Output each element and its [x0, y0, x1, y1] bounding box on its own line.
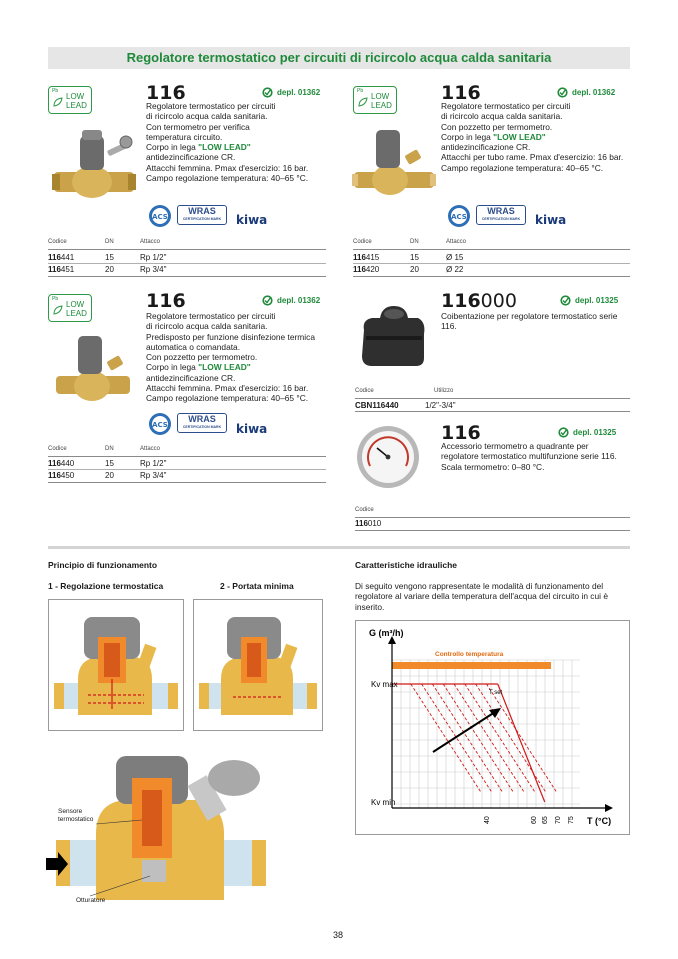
divider — [353, 249, 630, 250]
x-tick-label: 65 — [542, 816, 549, 824]
regulation-dash — [432, 684, 502, 792]
hydraulic-chart — [355, 620, 630, 835]
product-description: Regolatore termostatico per circuiti di ricircolo acqua calda sanitaria. Con pozzetto per termometro. Corpo in lega "LOW LEAD" antidezincificazione CR. Attacchi per tubo rame. Pmax d'esercizio: 16 bar. Campo regolazione temperatura: 40–65 °C. — [441, 101, 624, 173]
table-cell-attacco: Rp 1/2" — [140, 253, 167, 262]
acs-logo-icon — [447, 204, 471, 228]
x-tick-labels — [484, 816, 575, 824]
divider — [48, 469, 326, 470]
product-description: Regolatore termostatico per circuiti di ricircolo acqua calda sanitaria. Predisposto per funzione disinfezione termica automatica o comandata. Con pozzetto per termometro. Corpo in lega "LOW LEAD" antidezincificazione CR. Attacchi femmina. Pmax d'esercizio: 16 bar. Campo regolazione temperatura: 40–65 °C. — [146, 311, 315, 404]
valve-cutaway-diagram — [46, 750, 286, 910]
table-header-codice: Codice — [355, 388, 374, 394]
low-lead-badge — [48, 294, 92, 322]
table-header-dn: DN — [105, 446, 114, 452]
table-cell-dn: 15 — [105, 459, 114, 468]
depl-label: depl. 01362 — [262, 87, 320, 98]
table-cell-dn: 15 — [105, 253, 114, 262]
valve-116-copper-image — [352, 122, 438, 202]
x-axis-label: T (°C) — [587, 816, 612, 826]
acs-text: ACS — [451, 213, 467, 221]
principle-title: Principio di funzionamento — [48, 560, 158, 570]
table-header-attacco: Attacco — [140, 239, 161, 245]
table-header-utilizzo: Utilizzo — [434, 388, 454, 394]
table-cell-dn: 20 — [410, 265, 419, 274]
table-header-attacco: Attacco — [446, 239, 467, 245]
regulation-dash — [486, 684, 556, 792]
acs-text: ACS — [152, 421, 168, 429]
low-lead-badge — [353, 86, 397, 114]
table-header-codice: Codice — [48, 446, 67, 452]
hydraulic-description: Di seguito vengono rappresentate le modalità di funzionamento del regolatore al variare della temperatura dell'acqua del circuito in cui è inserito. — [355, 581, 608, 612]
table-row: 116441 — [48, 253, 75, 262]
table-cell-attacco: Ø 15 — [446, 253, 464, 262]
kv-min-label: Kv min — [371, 798, 396, 807]
product-description: Coibentazione per regolatore termostatico serie 116. — [441, 311, 618, 332]
x-tick-label: 40 — [484, 816, 491, 824]
divider — [48, 263, 326, 264]
x-tick-label: 75 — [568, 816, 575, 824]
table-cell-dn: 20 — [105, 265, 114, 274]
section-separator — [48, 546, 630, 549]
kv-max-label: Kv max — [371, 680, 398, 689]
divider — [48, 249, 326, 250]
low-lead-text: LOW LEAD — [371, 92, 392, 110]
depl-label: depl. 01325 — [558, 427, 616, 438]
divider — [353, 276, 630, 277]
divider — [355, 398, 630, 399]
table-header-codice: Codice — [48, 239, 67, 245]
pb-label: Pb — [52, 296, 59, 302]
divider — [48, 482, 326, 483]
table-cell-dn: 15 — [410, 253, 419, 262]
table-row: CBN116440 — [355, 401, 399, 410]
acs-logo-icon — [148, 412, 172, 436]
figure-2-caption: 2 - Portata minima — [220, 581, 294, 591]
table-row: 116451 — [48, 265, 75, 274]
low-lead-text: LOW LEAD — [66, 92, 87, 110]
insulation-shell-image — [358, 300, 428, 372]
table-row: 116420 — [353, 265, 380, 274]
kiwa-logo: kiwa — [236, 422, 268, 436]
valve-116-disinfection-image — [54, 328, 134, 408]
leaf-icon — [53, 97, 63, 107]
low-lead-text: LOW LEAD — [66, 300, 87, 318]
table-cell-attacco: Rp 1/2" — [140, 459, 167, 468]
product-code: 116000 — [441, 290, 517, 312]
table-cell-utilizzo: 1/2"-3/4" — [425, 401, 456, 410]
acs-logo-icon — [148, 204, 172, 228]
depl-label: depl. 01362 — [262, 295, 320, 306]
chart-grid — [392, 660, 580, 808]
shutter-label: Otturatore — [76, 897, 106, 904]
regulation-dash — [422, 684, 492, 792]
product-description: Accessorio termometro a quadrante per regolatore termostatico multifunzione serie 116. Scala termometro: 0–80 °C. — [441, 441, 617, 472]
table-row: 116440 — [48, 459, 75, 468]
y-axis-label: G (m³/h) — [369, 628, 404, 638]
product-code: 116 — [146, 290, 186, 312]
page-number: 38 — [333, 930, 344, 940]
wras-logo: WRAS CERTIFICATION MARK — [177, 413, 227, 433]
t-set-label: T set — [489, 690, 503, 696]
divider — [355, 530, 630, 531]
valve-116-image — [52, 124, 138, 204]
product-description: Regolatore termostatico per circuiti di ricircolo acqua calda sanitaria. Con termometro per verifica temperatura circuito. Corpo in lega "LOW LEAD" antidezincificazione CR. Attacchi femmina. Pmax d'esercizio: 16 bar. Campo regolazione temperatura: 40–65 °C. — [146, 101, 309, 184]
wras-logo: WRAS CERTIFICATION MARK — [177, 205, 227, 225]
pb-label: Pb — [52, 88, 59, 94]
approval-icon — [262, 295, 273, 306]
kiwa-logo: kiwa — [535, 213, 567, 227]
diagram-thermostatic-regulation — [48, 599, 184, 731]
depl-label: depl. 01362 — [557, 87, 615, 98]
low-lead-badge — [48, 86, 92, 114]
wras-logo: WRAS CERTIFICATION MARK — [476, 205, 526, 225]
table-row: 116450 — [48, 471, 75, 480]
approval-icon — [262, 87, 273, 98]
diagram-minimum-flow — [193, 599, 323, 731]
table-row: 116010 — [355, 519, 382, 528]
table-header-dn: DN — [410, 239, 419, 245]
x-axis-arrow — [605, 804, 613, 812]
kiwa-logo: kiwa — [236, 213, 268, 227]
divider — [48, 456, 326, 457]
hydraulic-title: Caratteristiche idrauliche — [355, 560, 458, 570]
figure-1-caption: 1 - Regolazione termostatica — [48, 581, 164, 591]
table-cell-attacco: Rp 3/4" — [140, 471, 167, 480]
table-row: 116415 — [353, 253, 380, 262]
temperature-control-band — [392, 662, 551, 669]
regulation-dash — [454, 684, 524, 792]
table-cell-dn: 20 — [105, 471, 114, 480]
approval-icon — [557, 87, 568, 98]
divider — [48, 276, 326, 277]
leaf-icon — [358, 97, 368, 107]
acs-text: ACS — [152, 213, 168, 221]
table-cell-attacco: Rp 3/4" — [140, 265, 167, 274]
sensor-label: Sensore termostatico — [58, 808, 94, 823]
table-header-codice: Codice — [355, 507, 374, 513]
table-header-dn: DN — [105, 239, 114, 245]
divider — [353, 263, 630, 264]
approval-icon — [560, 295, 571, 306]
product-code: 116 — [441, 422, 481, 444]
table-cell-attacco: Ø 22 — [446, 265, 464, 274]
leaf-icon — [53, 305, 63, 315]
pb-label: Pb — [357, 88, 364, 94]
x-tick-label: 60 — [531, 816, 538, 824]
depl-label: depl. 01325 — [560, 295, 618, 306]
band-label: Controllo temperatura — [435, 651, 504, 658]
regulation-line — [498, 684, 545, 802]
thermometer-dial-image — [355, 424, 421, 490]
product-code: 116 — [146, 82, 186, 104]
approval-icon — [558, 427, 569, 438]
divider — [355, 411, 630, 412]
x-tick-label: 70 — [555, 816, 562, 824]
table-header-codice: Codice — [353, 239, 372, 245]
product-code: 116 — [441, 82, 481, 104]
section-title-banner: Regolatore termostatico per circuiti di ricircolo acqua calda sanitaria — [48, 47, 630, 69]
divider — [355, 517, 630, 518]
regulation-dash — [476, 684, 546, 792]
table-header-attacco: Attacco — [140, 446, 161, 452]
